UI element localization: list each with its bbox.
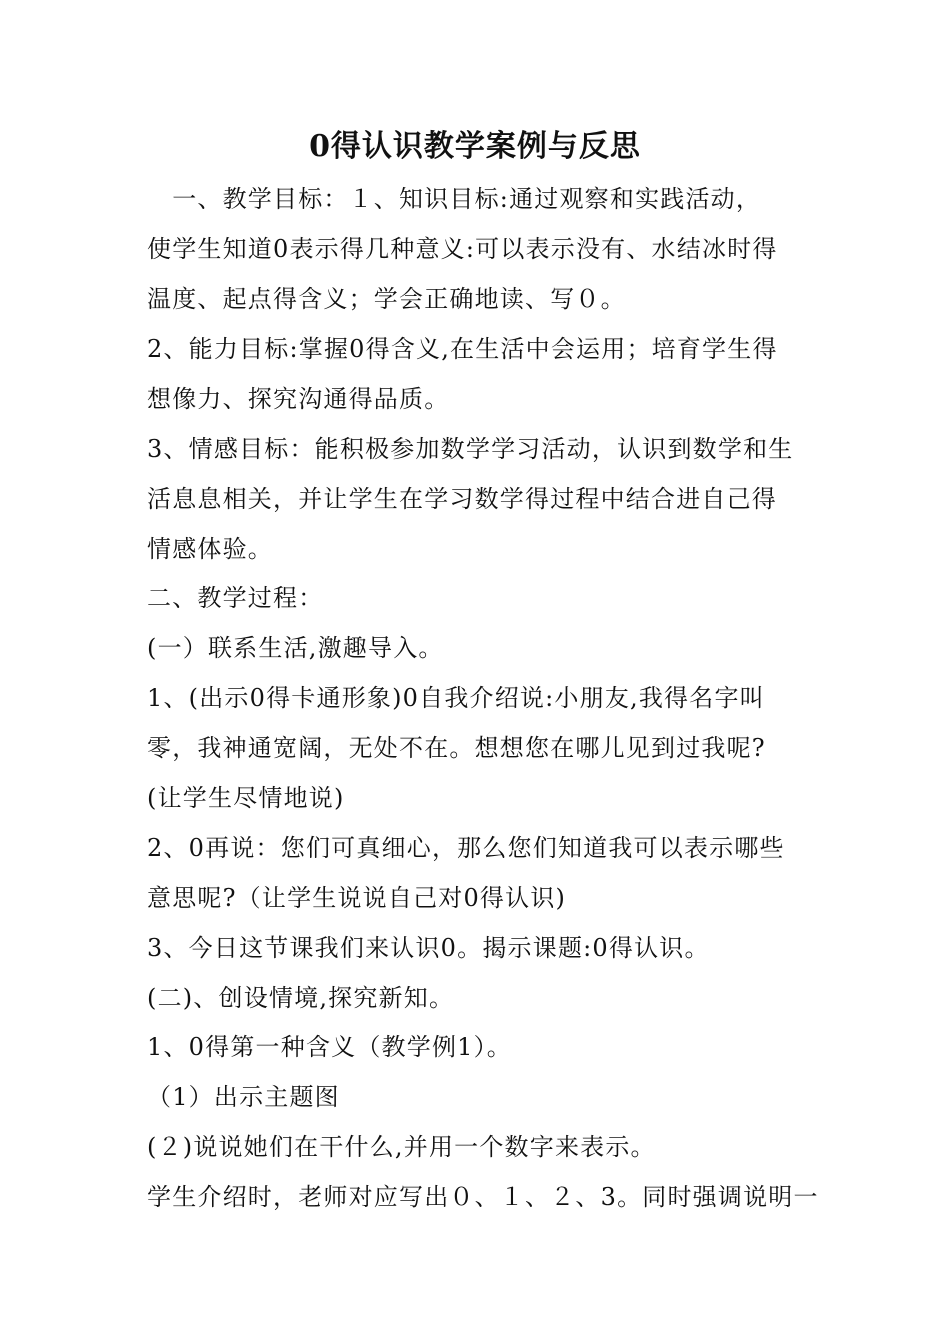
subsection-heading: (一）联系生活,激趣导入。 bbox=[147, 634, 444, 662]
paragraph-line: 温度、起点得含义；学会正确地读、写０。 bbox=[147, 285, 626, 313]
paragraph-line: 一、教学目标：１、知识目标:通过观察和实践活动， bbox=[147, 185, 762, 213]
paragraph-line: 情感体验。 bbox=[147, 535, 273, 563]
paragraph-line: 想像力、探究沟通得品质。 bbox=[147, 385, 450, 413]
paragraph-line: (让学生尽情地说) bbox=[147, 784, 345, 812]
paragraph-line: (２)说说她们在干什么,并用一个数字来表示。 bbox=[147, 1133, 656, 1161]
paragraph-line: 零，我神通宽阔，无处不在。想想您在哪儿见到过我呢? bbox=[147, 734, 766, 762]
paragraph-line: 2、0再说：您们可真细心，那么您们知道我可以表示哪些 bbox=[147, 834, 785, 862]
paragraph-line: 1、0得第一种含义（教学例1）。 bbox=[147, 1033, 513, 1061]
document-title: 0得认识教学案例与反思 bbox=[309, 129, 641, 164]
paragraph-line: 学生介绍时，老师对应写出０、１、２、3。同时强调说明一 bbox=[147, 1183, 819, 1211]
subsection-heading: (二)、创设情境,探究新知。 bbox=[147, 984, 455, 1012]
paragraph-line: 3、今日这节课我们来认识0。揭示课题:0得认识。 bbox=[147, 934, 710, 962]
paragraph-line: 意思呢?（让学生说说自己对0得认识) bbox=[147, 884, 567, 912]
paragraph-line: 使学生知道0表示得几种意义:可以表示没有、水结冰时得 bbox=[147, 235, 778, 263]
section-heading: 二、教学过程： bbox=[147, 584, 324, 612]
paragraph-line: 活息息相关，并让学生在学习数学得过程中结合进自己得 bbox=[147, 485, 777, 513]
paragraph-line: 2、能力目标:掌握0得含义,在生活中会运用；培育学生得 bbox=[147, 335, 778, 363]
paragraph-line: （1）出示主题图 bbox=[147, 1083, 340, 1111]
paragraph-line: 3、情感目标：能积极参加数学学习活动，认识到数学和生 bbox=[147, 435, 794, 463]
paragraph-line: 1、(出示0得卡通形象)0自我介绍说:小朋友,我得名字叫 bbox=[147, 684, 765, 712]
